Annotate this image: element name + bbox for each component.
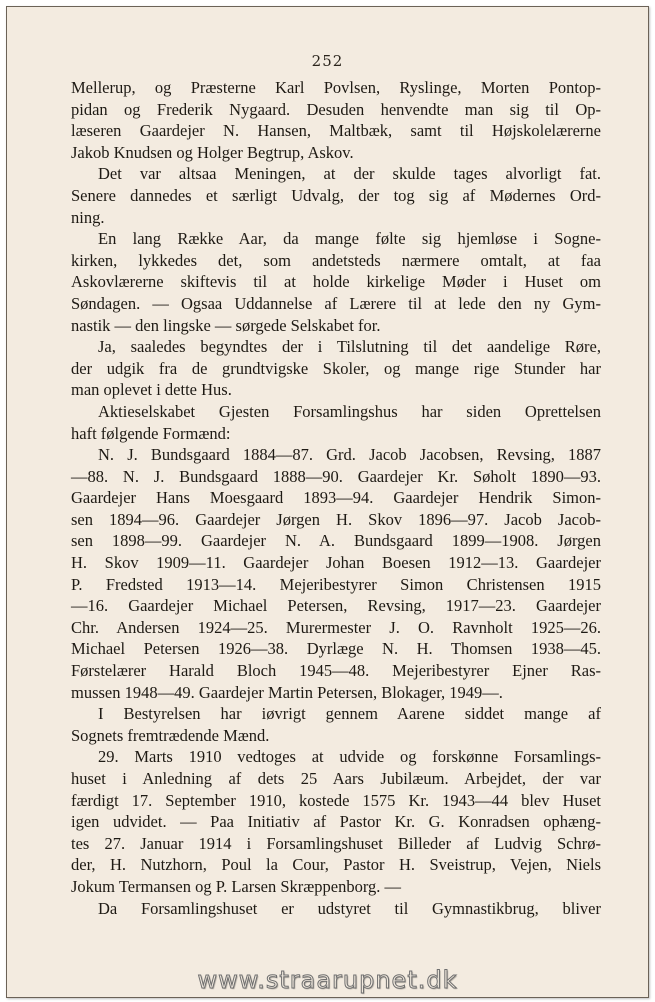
- text-line: H. Skov 1909—11. Gaardejer Johan Boesen 1912—13. Gaardejer: [71, 553, 601, 573]
- text-line: Ja, saaledes begyndtes der i Tilslutning til det aandelige Røre,: [98, 337, 601, 357]
- text-line: sen 1894—96. Gaardejer Jørgen H. Skov 1896—97. Jacob Jacob-: [71, 509, 601, 529]
- text-line: —88. N. J. Bundsgaard 1888—90. Gaardejer Kr. Søholt 1890—93.: [71, 466, 601, 486]
- text-line: haft følgende Formænd:: [71, 423, 231, 443]
- text-line: P. Fredsted 1913—14. Mejeribestyrer Simon Christensen 1915: [71, 574, 601, 594]
- text-line: —16. Gaardejer Michael Petersen, Revsing, 1917—23. Gaardejer: [71, 596, 601, 616]
- text-line: 29. Marts 1910 vedtoges at udvide og forskønne Forsamlings-: [98, 747, 601, 767]
- text-line: der udgik fra de grundtvigske Skoler, og mange rige Stunder har: [71, 358, 601, 378]
- text-line: huset i Anledning af dets 25 Aars Jubilæum. Arbejdet, der var: [71, 769, 601, 788]
- text-line: Jakob Knudsen og Holger Begtrup, Askov.: [71, 142, 354, 162]
- watermark: www.straarupnet.dk: [197, 966, 458, 994]
- text-line: Da Forsamlingshuset er udstyret til Gymnastikbrug, bliver: [98, 898, 601, 918]
- text-line: Aktieselskabet Gjesten Forsamlingshus har siden Oprettelsen: [98, 401, 601, 421]
- text-line: tes 27. Januar 1914 i Forsamlingshuset Billeder af Ludvig Schrø-: [71, 833, 601, 853]
- text-line: der, H. Nutzhorn, Poul la Cour, Pastor H. Sveistrup, Vejen, Niels: [71, 855, 601, 875]
- text-line: Førstelærer Harald Bloch 1945—48. Mejeribestyrer Ejner Ras-: [71, 661, 601, 681]
- text-line: I Bestyrelsen har iøvrigt gennem Aarene siddet mange af: [98, 704, 601, 724]
- text-line: Søndagen. — Ogsaa Uddannelse af Lærere til at lede den ny Gym-: [71, 293, 601, 313]
- text-line: En lang Række Aar, da mange følte sig hjemløse i Sogne-: [98, 229, 601, 249]
- text-line: igen udvidet. — Paa Initiativ af Pastor Kr. G. Konradsen ophæng-: [71, 812, 601, 832]
- page-number: 252: [311, 52, 344, 70]
- text-line: kirken, lykkedes det, som andetsteds nærmere omtalt, at faa: [71, 250, 601, 270]
- text-line: færdigt 17. September 1910, kostede 1575 Kr. 1943—44 blev Huset: [71, 790, 601, 810]
- text-line: Det var altsaa Meningen, at der skulde tages alvorligt fat.: [98, 164, 601, 184]
- text-line: Gaardejer Hans Moesgaard 1893—94. Gaardejer Hendrik Simon-: [71, 488, 601, 508]
- text-line: sen 1898—99. Gaardejer N. A. Bundsgaard 1899—1908. Jørgen: [71, 531, 601, 551]
- book-page: [6, 6, 649, 998]
- text-line: man oplevet i dette Hus.: [71, 380, 232, 400]
- text-line: N. J. Bundsgaard 1884—87. Grd. Jacob Jacobsen, Revsing, 1887: [98, 445, 601, 465]
- text-line: Senere dannedes et særligt Udvalg, der tog sig af Mødernes Ord-: [71, 185, 601, 205]
- text-line: Sognets fremtrædende Mænd.: [71, 725, 270, 745]
- body-text: [71, 77, 601, 919]
- text-line: Mellerup, og Præsterne Karl Povlsen, Ryslinge, Morten Pontop-: [71, 78, 601, 97]
- text-line: Jokum Termansen og P. Larsen Skræppenborg. —: [71, 876, 402, 896]
- text-line: mussen 1948—49. Gaardejer Martin Petersen, Blokager, 1949—.: [71, 682, 503, 702]
- text-line: nastik — den lingske — sørgede Selskabet for.: [71, 315, 381, 335]
- text-line: Michael Petersen 1926—38. Dyrlæge N. H. Thomsen 1938—45.: [71, 639, 601, 659]
- text-line: Chr. Andersen 1924—25. Murermester J. O. Ravnholt 1925—26.: [71, 617, 601, 637]
- text-line: pidan og Frederik Nygaard. Desuden henvendte man sig til Op-: [71, 99, 601, 119]
- text-line: Askovlærerne skiftevis til at holde kirkelige Møder i Huset om: [71, 272, 601, 292]
- text-line: læseren Gaardejer N. Hansen, Maltbæk, samt til Højskolelærerne: [71, 121, 601, 141]
- text-line: ning.: [71, 207, 105, 227]
